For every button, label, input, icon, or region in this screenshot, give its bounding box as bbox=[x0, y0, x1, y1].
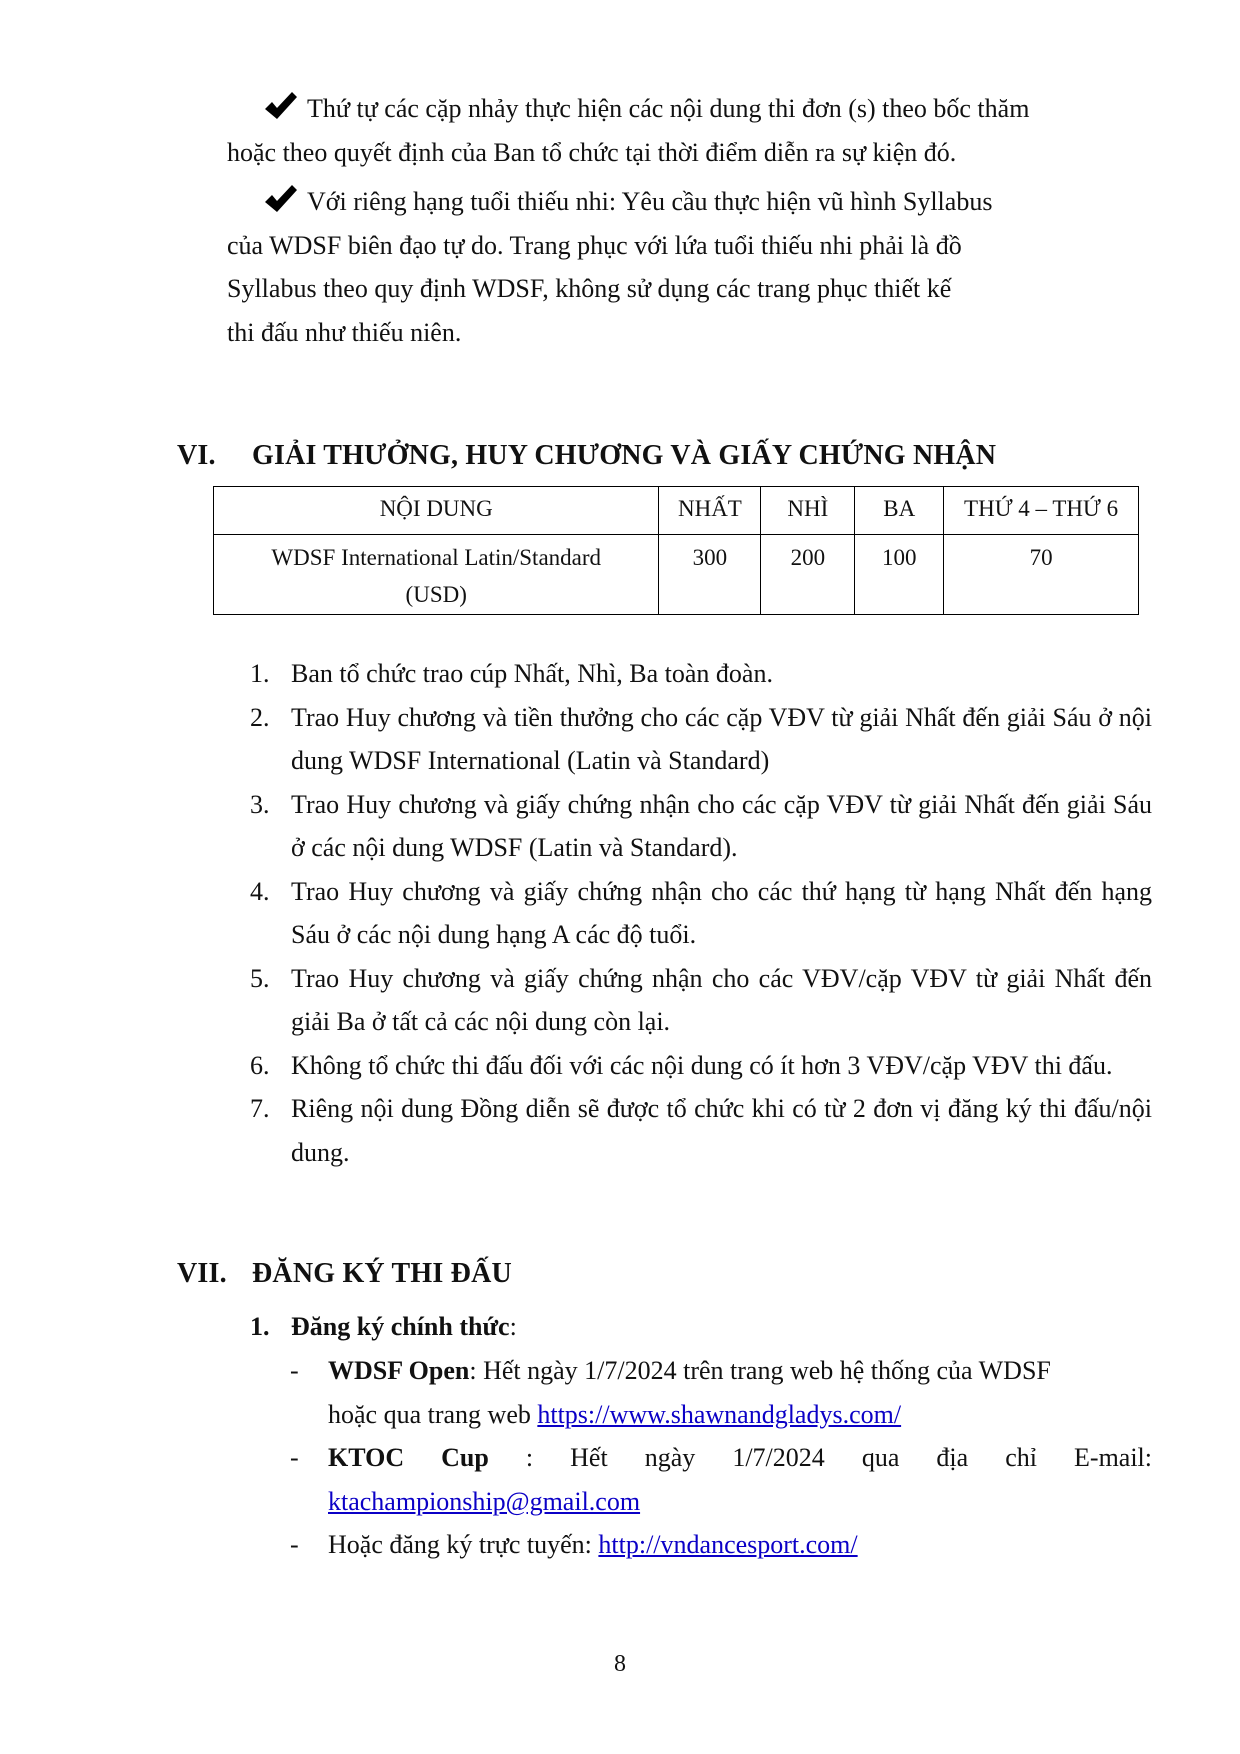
bullet-line: Với riêng hạng tuổi thiếu nhi: Yêu cầu thực hiện vũ hình Syllabus bbox=[307, 187, 993, 216]
bullet-draw-order bbox=[227, 87, 1162, 174]
awards-list bbox=[250, 652, 1152, 1174]
table-header-row bbox=[214, 487, 1139, 535]
table-header-cell: NHÌ bbox=[761, 487, 855, 535]
online-registration-text: Hoặc đăng ký trực tuyến: bbox=[328, 1530, 599, 1559]
list-item bbox=[250, 696, 1152, 783]
checkmark-icon bbox=[262, 180, 298, 220]
section-title: GIẢI THƯỞNG, HUY CHƯƠNG VÀ GIẤY CHỨNG NHẬN bbox=[252, 440, 997, 471]
subsection-colon: : bbox=[509, 1312, 517, 1341]
list-item bbox=[250, 870, 1152, 957]
table-header-cell: THỨ 4 – THỨ 6 bbox=[944, 487, 1139, 535]
list-item bbox=[250, 1087, 1152, 1174]
list-text: Riêng nội dung Đồng diễn sẽ được tổ chức khi có từ 2 đơn vị đăng ký thi đấu/nội dung. bbox=[291, 1094, 1152, 1167]
table-cell-first: 300 bbox=[659, 535, 761, 615]
section-number: VI. bbox=[177, 440, 216, 471]
list-number: 7. bbox=[250, 1094, 270, 1123]
table-cell-content bbox=[214, 535, 659, 615]
subsection-number: 1. bbox=[250, 1312, 270, 1341]
page-number: 8 bbox=[614, 1651, 626, 1677]
table-row bbox=[214, 535, 1139, 615]
dash-marker: - bbox=[290, 1443, 299, 1472]
subsection-title: Đăng ký chính thức bbox=[291, 1312, 510, 1341]
list-text: Trao Huy chương và giấy chứng nhận cho các cặp VĐV từ giải Nhất đến giải Sáu ở các nội dung WDSF (Latin và Standard). bbox=[291, 789, 1152, 862]
list-item-online-registration bbox=[290, 1523, 1152, 1567]
dash-marker: - bbox=[290, 1530, 299, 1559]
bullet-children-category bbox=[227, 180, 1162, 354]
list-text: Ban tổ chức trao cúp Nhất, Nhì, Ba toàn đoàn. bbox=[291, 659, 773, 688]
list-item bbox=[250, 652, 1152, 696]
list-number: 5. bbox=[250, 963, 270, 993]
bullet-line: Thứ tự các cặp nhảy thực hiện các nội dung thi đơn (s) theo bốc thăm bbox=[307, 94, 1030, 123]
wdsf-open-label: WDSF Open bbox=[328, 1356, 470, 1385]
table-cell-second: 200 bbox=[761, 535, 855, 615]
content-line: (USD) bbox=[405, 582, 467, 607]
table-cell-third: 100 bbox=[855, 535, 944, 615]
wdsf-open-text-2: hoặc qua trang web bbox=[328, 1399, 538, 1429]
bullet-line: Syllabus theo quy định WDSF, không sử dụng các trang phục thiết kế bbox=[227, 274, 952, 303]
list-text: Trao Huy chương và giấy chứng nhận cho các VĐV/cặp VĐV từ giải Nhất đến giải Ba ở tất cả các nội dung còn lại. bbox=[291, 963, 1152, 1036]
list-text: Trao Huy chương và giấy chứng nhận cho các thứ hạng từ hạng Nhất đến hạng Sáu ở các nội dung hạng A các độ tuổi. bbox=[291, 876, 1152, 949]
table-header-cell: NỘI DUNG bbox=[214, 487, 659, 535]
ktoc-cup-text: : Hết ngày 1/7/2024 qua địa chỉ E-mail: bbox=[488, 1443, 1152, 1472]
list-item-wdsf-open bbox=[290, 1349, 1152, 1436]
vndancesport-link[interactable]: http://vndancesport.com/ bbox=[598, 1530, 858, 1559]
list-number: 1. bbox=[250, 659, 270, 688]
list-number: 3. bbox=[250, 789, 270, 819]
bullet-line: hoặc theo quyết định của Ban tổ chức tại thời điểm diễn ra sự kiện đó. bbox=[227, 137, 957, 167]
checkmark-icon bbox=[262, 87, 298, 127]
wdsf-website-link[interactable]: https://www.shawnandgladys.com/ bbox=[537, 1399, 902, 1429]
prize-table bbox=[213, 486, 1139, 615]
section-number: VII. bbox=[177, 1258, 227, 1289]
list-item bbox=[250, 1044, 1152, 1088]
ktoc-cup-label: KTOC Cup bbox=[328, 1443, 489, 1472]
ktoc-email-link[interactable]: ktachampionship@gmail.com bbox=[328, 1486, 641, 1516]
list-item bbox=[250, 957, 1152, 1044]
table-header-cell: BA bbox=[855, 487, 944, 535]
dash-marker: - bbox=[290, 1356, 299, 1385]
list-item bbox=[250, 783, 1152, 870]
content-line: WDSF International Latin/Standard bbox=[271, 545, 602, 570]
list-number: 4. bbox=[250, 876, 270, 906]
table-cell-fourth-sixth: 70 bbox=[944, 535, 1139, 615]
list-text: Không tổ chức thi đấu đối với các nội dung có ít hơn 3 VĐV/cặp VĐV thi đấu. bbox=[291, 1050, 1113, 1080]
bullet-line: thi đấu như thiếu niên. bbox=[227, 317, 462, 347]
wdsf-open-text: : Hết ngày 1/7/2024 trên trang web hệ thống của WDSF bbox=[469, 1356, 1051, 1385]
table-header-cell: NHẤT bbox=[659, 487, 761, 535]
list-item-ktoc-cup bbox=[290, 1436, 1152, 1523]
list-number: 2. bbox=[250, 702, 270, 732]
list-number: 6. bbox=[250, 1050, 270, 1080]
bullet-line: của WDSF biên đạo tự do. Trang phục với lứa tuổi thiếu nhi phải là đồ bbox=[227, 230, 962, 260]
section-title: ĐĂNG KÝ THI ĐẤU bbox=[252, 1258, 512, 1289]
registration-list bbox=[290, 1349, 1152, 1567]
list-text: Trao Huy chương và tiền thưởng cho các cặp VĐV từ giải Nhất đến giải Sáu ở nội dung WDSF International (Latin và Standard) bbox=[291, 702, 1152, 775]
